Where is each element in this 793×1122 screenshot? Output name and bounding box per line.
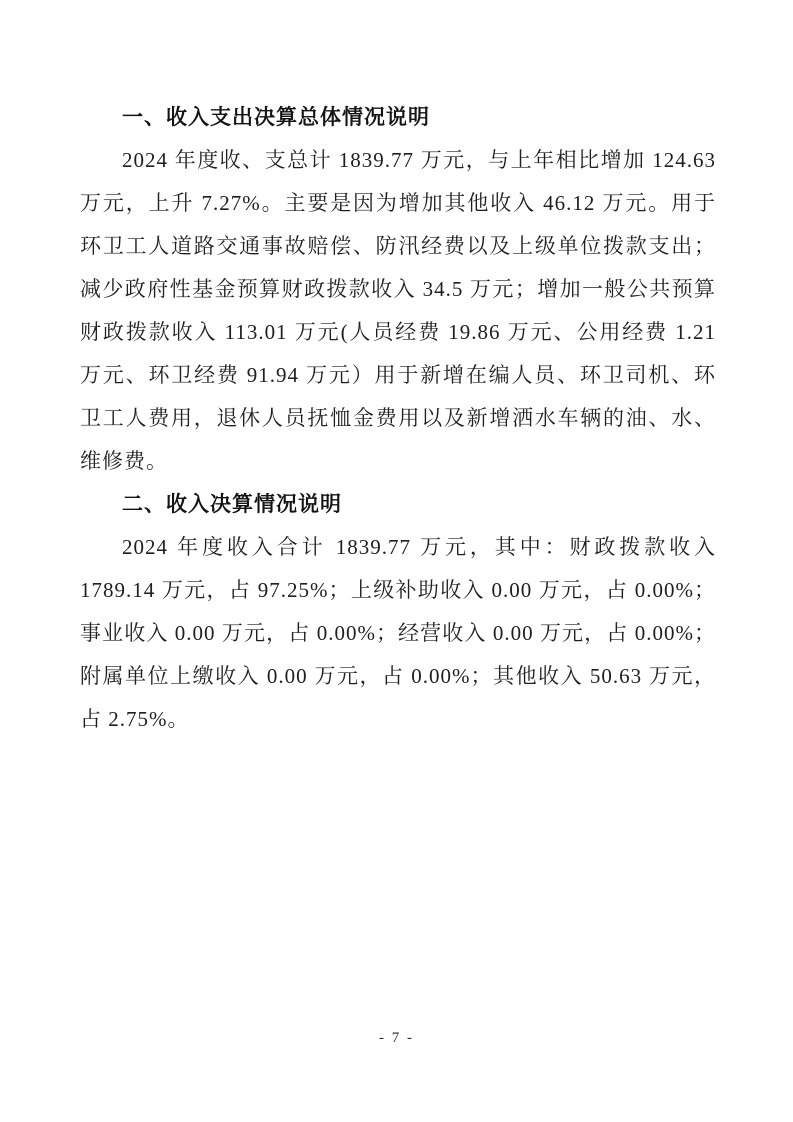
section-2-heading: 二、收入决算情况说明 <box>122 492 342 516</box>
document-body <box>80 96 716 741</box>
page-number: - 7 - <box>379 1030 414 1046</box>
section-1-heading: 一、收入支出决算总体情况说明 <box>122 105 430 129</box>
section-1-paragraph: 2024 年度收、支总计 1839.77 万元，与上年相比增加 124.63 万元，上升 7.27%。主要是因为增加其他收入 46.12 万元。用于环卫工人道路交通事故赔偿、防汛经费以及上级单位拨款支出；减少政府性基金预算财政拨款收入 34.5 万元；增加一般公共预算财政拨款收入 113.01 万元(人员经费 19.86 万元、公用经费 1.21 万元、环卫经费 91.94 万元）用于新增在编人员、环卫司机、环卫工人费用，退休人员抚恤金费用以及新增洒水车辆的油、水、维修费。 <box>80 148 716 473</box>
section-2-paragraph: 2024 年度收入合计 1839.77 万元，其中：财政拨款收入 1789.14 万元，占 97.25%；上级补助收入 0.00 万元，占 0.00%；事业收入 0.00 万元，占 0.00%；经营收入 0.00 万元，占 0.00%；附属单位上缴收入 0.00 万元，占 0.00%；其他收入 50.63 万元，占 2.75%。 <box>80 535 716 731</box>
